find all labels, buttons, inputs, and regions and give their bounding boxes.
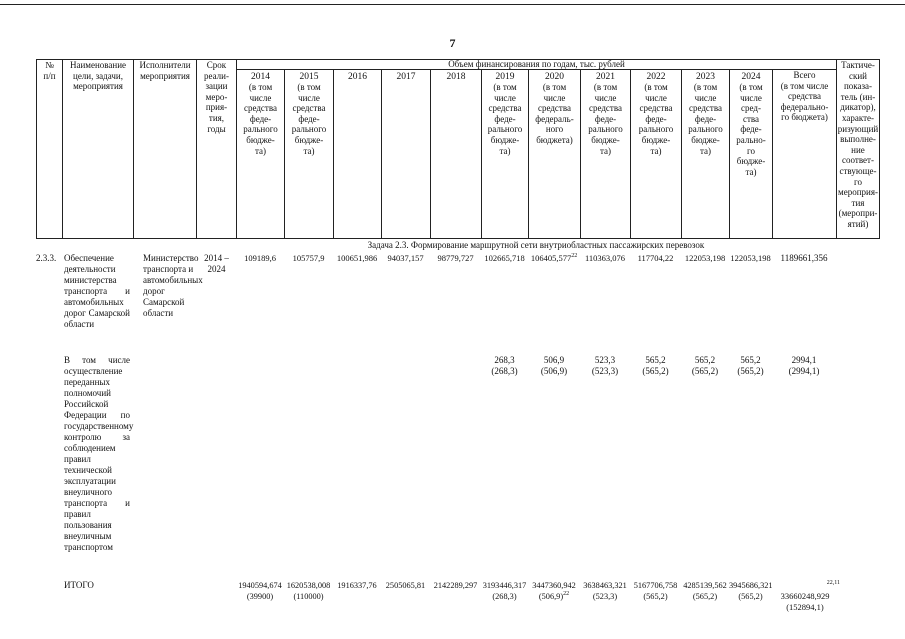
year-note-2021: (в том числе средства феде- рального бюдже- та) [588,82,623,156]
grand-total-value: 33660248,929 (152894,1) [780,591,830,612]
year-note-2024: (в том числе сред- ства феде- рально- го бюдже- та) [736,82,766,177]
header-indicator: Тактиче- ский показа- тель (ин- дикатор), характе- ризующий выполне- ние соответ- ствующе- го мероприя- тия (меропри- ятий) [837,60,879,229]
row1-name: Обеспечение деятельности министерства транспорта и автомобильных дорог Самарской области [64,253,130,329]
total-value-2018: 2142289,297 [433,581,478,590]
year-note-2019: (в том числе средства феде- рального бюдже- та) [487,82,523,156]
page-number: 7 [449,36,456,50]
year-header-2019: 2019 [495,72,515,82]
year-header-2018: 2018 [446,72,466,82]
row1-number: 2.3.3. [36,253,57,263]
row2-value-2021: 523,3 (523,3) [591,355,619,376]
row2-value-2019: 268,3 (268,3) [491,355,518,376]
total-value-2016: 1916337,76 [337,581,377,590]
top-edge-line [0,4,905,5]
row2-value-2023: 565,2 (565,2) [691,355,719,376]
year-header-2023: 2023 [696,72,715,82]
header-term: Срок реали- зации меро- прия- тия, годы [204,60,229,134]
year-header-2015: 2015 [299,72,319,82]
header-executors: Исполнители мероприятия [139,60,191,81]
year-header-2024: 2024 [741,72,761,82]
year-header-2022: 2022 [646,72,666,82]
header-name: Наименование цели, задачи, мероприятия [69,60,127,92]
year-note-2023: (в том числе средства феде- рального бюдже- та) [688,82,723,156]
row2-value-2022: 565,2 (565,2) [642,355,669,376]
total-value-2023: 4285139,562 (565,2) [683,581,727,601]
total-value-2019: 3193446,317 (268,3) [482,581,527,601]
header-total: Всего (в том числе средства федерально- го бюджета) [780,70,829,123]
total-value-2022: 5167706,758 (565,2) [633,581,678,601]
total-value-2015: 1620538,008 (110000) [286,581,331,601]
total-value-2020: 3447360,942 $(506,9)^{22}$ [532,581,576,601]
total-value-2014: 1940594,674 (39900) [238,581,282,601]
total-value-2021: 3638463,321 (523,3) [583,581,627,601]
row1-value-2018: 98779,727 [437,253,474,263]
row1-value-2021: 110363,076 [584,253,626,263]
row2-value-2020: 506,9 (506,9) [540,355,568,376]
row1-value-2014: 109189,6 [244,253,276,263]
row1-value-2024: 122053,198 [730,253,771,263]
row1-2020-sup: 22 [571,253,578,260]
header-funding-title: Объем финансирования по годам, тыс. рублей [448,59,625,69]
row1-executor: Министерство транспорта и автомобильных дорог Самарской области [143,253,203,318]
year-header-2020: 2020 [545,72,564,82]
year-note-2014: (в том числе средства феде- рального бюдже- та) [243,82,278,156]
total-value-2024: 3945686,321 (565,2) [729,581,773,601]
total-2020-sup: 22 [563,591,570,598]
year-header-2021: 2021 [596,72,615,82]
row1-term: 2014 – 2024 [204,253,229,274]
year-header-2017: 2017 [396,72,416,82]
year-note-2020: (в том числе средства федераль- ного бюджета) [535,82,574,145]
header-number: № п/п [43,60,56,81]
total-label: ИТОГО [64,580,94,590]
year-note-2022: (в том числе средства феде- рального бюдже- та) [638,82,674,156]
row1-value-2019: 102665,718 [484,253,525,263]
row2-name: В том числе осуществление переданных полномочий Российской Федерации по государственному контролю за соблюдением правил технической эксплуатации внеуличного транспорта и правил пользования внеуличным транспортом [64,355,134,552]
grand-total: 33660248,929 (152894,1) 22,11 [780,580,840,612]
row1-value-2023: 122053,198 [684,253,726,263]
row2-value-2024: 565,2 (565,2) [737,355,764,376]
row1-value-2017: 94037,157 [387,253,424,263]
year-header-2014: 2014 [251,72,270,82]
row1-value-2015: 105757,9 [292,253,325,263]
row1-value-2020: 106405,577$^{22}$ [530,253,578,263]
row1-total: 1189661,356 [780,253,828,263]
task-title: Задача 2.3. Формирование маршрутной сети внутриобластных пассажирских перевозок [367,240,705,250]
row2-total: 2994,1 (2994,1) [788,355,820,376]
year-note-2015: (в том числе средства феде- рального бюдже- та) [291,82,327,156]
row1-value-2016: 100651,986 [336,253,378,263]
total-value-2017: 2505065,81 [385,581,426,590]
year-header-2016: 2016 [348,72,367,82]
row1-value-2022: 117704,22 [637,253,674,263]
